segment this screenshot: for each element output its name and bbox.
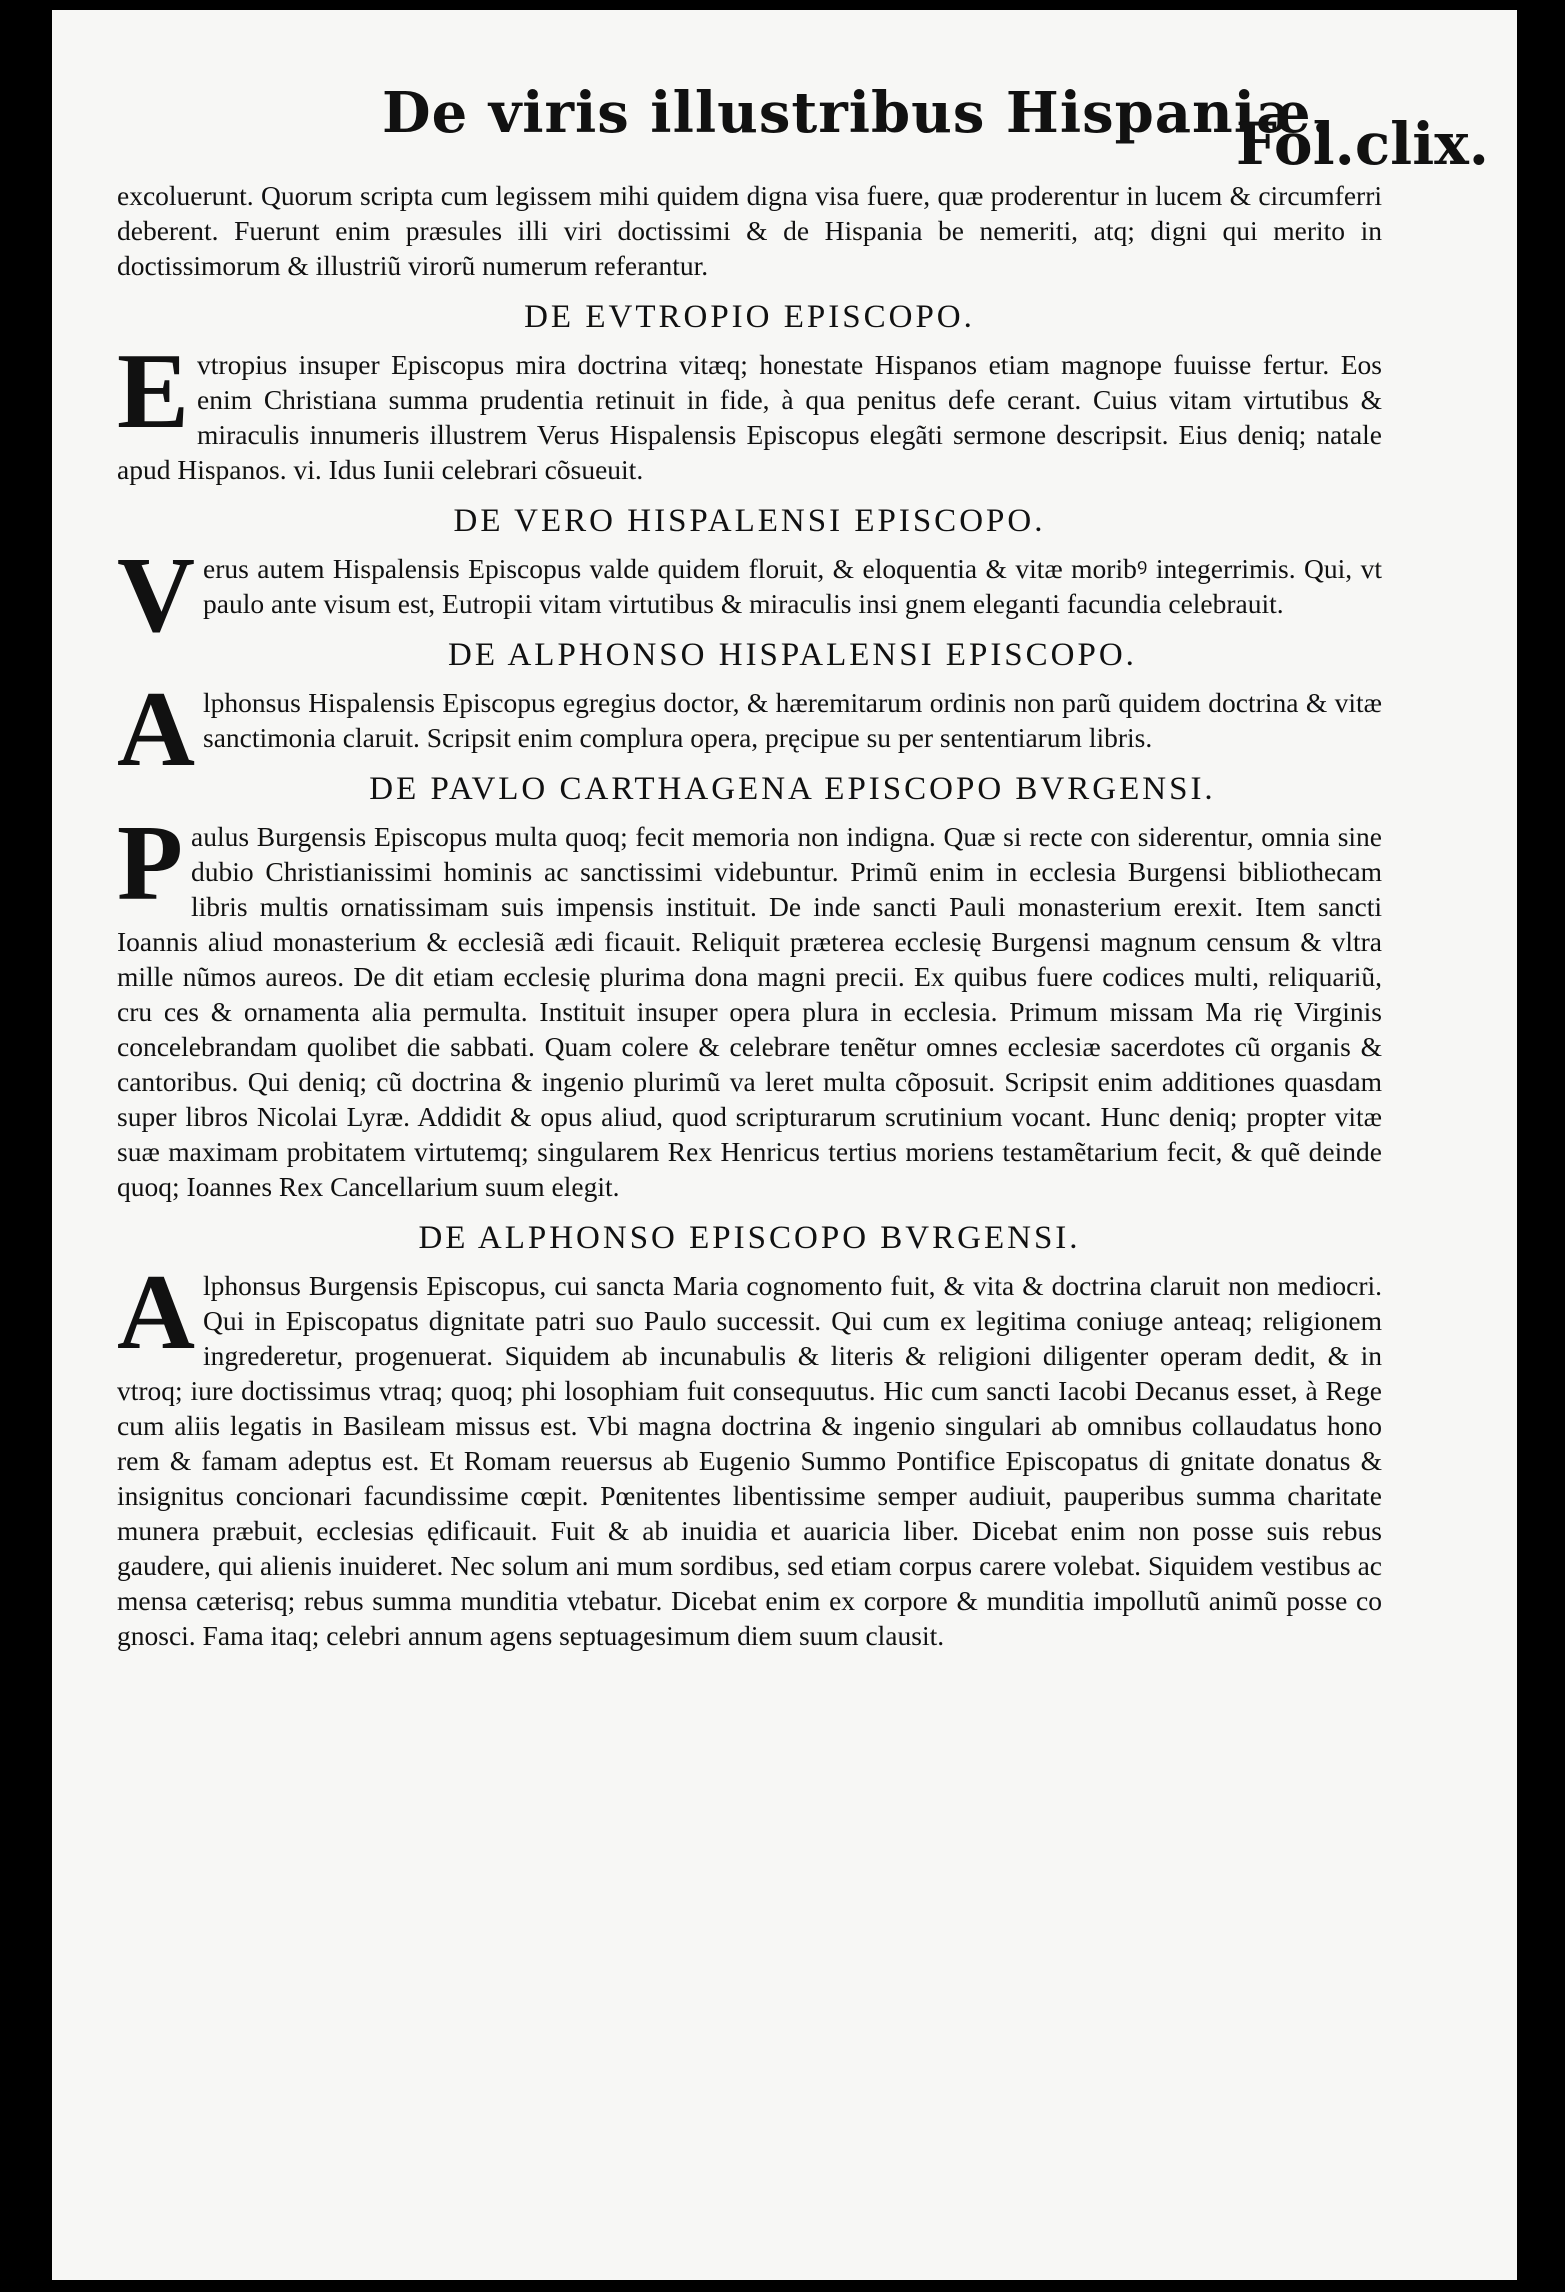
book-page — [52, 10, 1517, 2280]
section-paragraph: Evtropius insuper Episcopus mira doctrina vitæq; honestate Hispanos etiam magnope fuuisse fertur. Eos enim Christiana summa prudentia retinuit in fide, à qua penitus defe cerant. Cuius vitam virtutibus & miraculis innumeris illustrem Verus Hispalensis Episcopus elegãti sermone descripsit. Eius deniq; natale apud Hispanos. vi. Idus Iunii celebrari cõsueuit. — [117, 332, 1382, 485]
section-heading: DE VERO HISPALENSI EPISCOPO. — [453, 503, 1046, 539]
section-eutropius — [117, 297, 1382, 487]
section-paragraph: Paulus Burgensis Episcopus multa quoq; fecit memoria non indigna. Quæ si recte con siderentur, omnia sine dubio Christianissimi hominis ac sanctissimi videbuntur. Primũ enim in ecclesia Burgensi bibliothecam libris multis ornatissimam suis impensis instituit. De inde sancti Pauli monasterium erexit. Item sancti Ioannis aliud monasterium & ecclesiã ædi ficauit. Reliquit præterea ecclesię Burgensi magnum censum & vltra mille nũmos aureos. De dit etiam ecclesię plurima dona magni precii. Ex quibus fuere codices multi, reliquariũ, cru ces & ornamenta alia permulta. Instituit insuper opera plura in ecclesia. Primum missam Ma rię Virginis concelebrandam quolibet die sabbati. Quam colere & celebrare tenẽtur omnes ecclesiæ sacerdotes cũ organis & cantoribus. Qui deniq; cũ doctrina & ingenio plurimũ va leret multa cõposuit. Scripsit enim additiones quasdam super libros Nicolai Lyræ. Addidit & opus aliud, quod scripturarum scrutinium vocant. Hunc deniq; propter vitæ suæ maximam probitatem virtutemq; singularem Rex Henricus tertius moriens testamẽtarium fecit, & quẽ deinde quoq; Ioannes Rex Cancellarium suum elegit. — [117, 804, 1382, 1202]
section-heading: DE ALPHONSO EPISCOPO BVRGENSI. — [418, 1220, 1081, 1256]
intro-paragraph: excoluerunt. Quorum scripta cum legissem mihi quidem digna visa fuere, quæ proderentur in lucem & circumferri deberent. Fuerunt enim præsules illi viri doctissimi & de Hispania be nemeriti, atq; digni qui merito in doctissimorum & illustriũ virorũ numerum referantur. — [117, 180, 1382, 281]
section-paragraph: Verus autem Hispalensis Episcopus valde quidem floruit, & eloquentia & vitæ moribꝰ integerrimis. Qui, vt paulo ante visum est, Eutropii vitam virtutibus & miraculis insi gnem eleganti facundia celebrauit. — [117, 536, 1382, 655]
section-heading: DE EVTROPIO EPISCOPO. — [524, 299, 975, 335]
page-body — [117, 178, 1382, 1653]
folio-number: Fol.clix. — [1235, 110, 1489, 178]
section-heading: DE ALPHONSO HISPALENSI EPISCOPO. — [448, 637, 1137, 673]
running-title: De viris illustribus Hispaniæ. — [382, 80, 1333, 146]
section-heading: DE PAVLO CARTHAGENA EPISCOPO BVRGENSI. — [369, 771, 1216, 807]
section-alphonsus-burgensis — [117, 1218, 1382, 1653]
section-paragraph: Alphonsus Hispalensis Episcopus egregius doctor, & hæremitarum ordinis non parũ quidem doctrina & vitæ sanctimonia claruit. Scripsit enim complura opera, pręcipue su per sententiarum libris. — [117, 670, 1382, 789]
section-paulus-burgensis — [117, 769, 1382, 1204]
section-paragraph: Alphonsus Burgensis Episcopus, cui sancta Maria cognomento fuit, & vita & doctrina claruit non mediocri. Qui in Episcopatus dignitate patri suo Paulo successit. Qui cum ex legitima coniuge anteaq; religionem ingrederetur, progenuerat. Siquidem ab incunabulis & literis & religioni diligenter operam dedit, & in vtroq; iure doctissimus vtraq; quoq; phi losophiam fuit consequutus. Hic cum sancti Iacobi Decanus esset, à Rege cum aliis legatis in Basileam missus est. Vbi magna doctrina & ingenio singulari ab omnibus collaudatus hono rem & famam adeptus est. Et Romam reuersus ab Eugenio Summo Pontifice Episcopatus di gnitate donatus & insignitus concionari facundissime cœpit. Pœnitentes libentissime semper audiuit, pauperibus summa charitate munera præbuit, ecclesias ędificauit. Fuit & ab inuidia et auaricia liber. Dicebat enim non posse suis rebus gaudere, qui alienis inuideret. Nec solum ani mum sordibus, sed etiam corpus carere volebat. Siquidem vestibus ac mensa cæterisq; rebus summa munditia vtebatur. Dicebat enim ex corpore & munditia impollutũ animũ posse co gnosci. Fama itaq; celebri annum agens septuagesimum diem suum clausit. — [117, 1253, 1382, 1651]
